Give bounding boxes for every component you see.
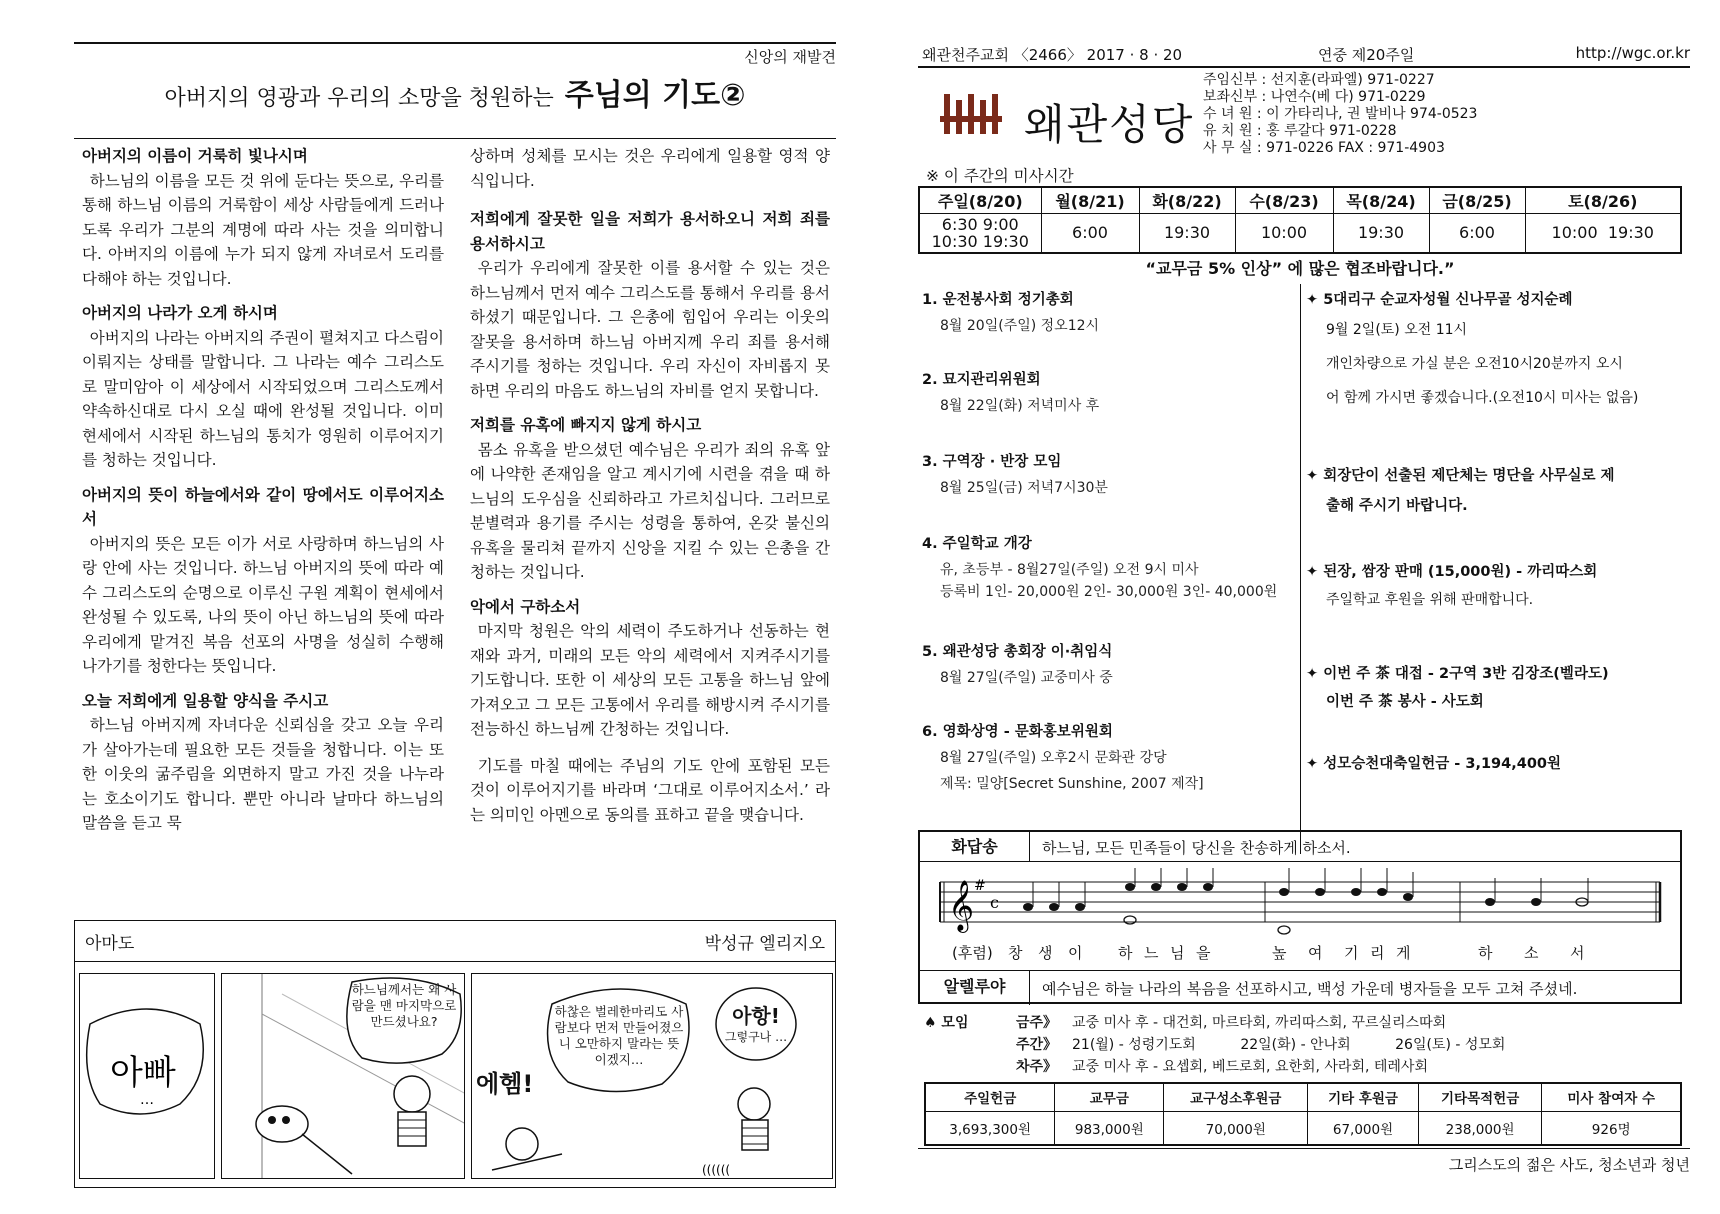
lyric-syllable: 생 — [1038, 944, 1053, 962]
alleluia-label: 알렐루야 — [920, 971, 1030, 1005]
comic-rule — [75, 961, 835, 962]
offering-header: 미사 참여자 수 — [1542, 1083, 1681, 1111]
mass-time: 6:00 — [1041, 213, 1139, 253]
speech-bubble-dad — [80, 974, 215, 1179]
notice-title: ✦ 이번 주 茶 대접 - 2구역 3반 김장조(벨라도) — [1306, 666, 1609, 682]
notice-detail: 9월 2일(토) 오전 11시 — [1326, 322, 1468, 338]
section-body: 마지막 청원은 악의 세력이 주도하거나 선동하는 현재와 과거, 미래의 모든 악의 세력에서 지켜주시기를 기도합니다. 또한 이 세상의 모든 고통을 하느님 앞에 가져오고 그 모든 고통에서 우리를 해방시켜 주시기를 전능하신 하느님께 간청하는 것입니다. — [470, 622, 830, 738]
section-heading: 아버지의 이름이 거룩히 빛나시며 — [82, 147, 308, 165]
church-logo-icon — [938, 88, 1010, 136]
notice-item — [922, 450, 1108, 499]
psalm-label: 화답송 — [920, 832, 1030, 862]
bubble-text-kid-question: 하느님께서는 왜 사람을 맨 마지막으로 만드셨나요? — [351, 982, 457, 1029]
website-url: http://wgc.or.kr — [1575, 44, 1690, 62]
alleluia-text: 예수님은 하늘 나라의 복음을 선포하시고, 백성 가운데 병자들을 모두 고쳐 주셨네. — [1042, 980, 1578, 998]
contact-line: 주임신부 : 선지훈(라파엘) 971-0227 — [1203, 72, 1435, 88]
footer-rule — [918, 1148, 1690, 1149]
comic-author: 박성규 엘리지오 — [704, 934, 825, 954]
comic-panel-2 — [221, 973, 465, 1179]
notice-detail: 유, 초등부 - 8월27일(주일) 오전 9시 미사 — [940, 562, 1199, 578]
article-subtitle: 아버지의 영광과 우리의 소망을 청원하는 — [164, 86, 554, 111]
notice-item — [1306, 560, 1684, 617]
offering-value: 238,000원 — [1418, 1111, 1542, 1145]
comic-title: 아마도 — [85, 934, 135, 954]
notice-detail: 출해 주시기 바랍니다. — [1326, 498, 1468, 514]
svg-text:c: c — [990, 893, 999, 912]
section-body: 몸소 유혹을 받으셨던 예수님은 우리가 죄의 유혹 앞에 나약한 존재임을 알고 계시기에 시련을 겪을 때 하느님의 도우심을 신뢰하라고 가르치십니다. 그러므로 분별력과 용기를 주시는 성령을 통하여, 온갖 불신의 유혹을 물리쳐 끝까지 신앙을 지킬 수 있는 은총을 간청하는 것입니다. — [470, 440, 830, 581]
comic-panel-1 — [79, 973, 215, 1179]
mass-schedule-label: ※ 이 주간의 미사시간 — [926, 167, 1074, 185]
issue-info: 왜관천주교회 〈2466〉 2017 · 8 · 20 — [922, 46, 1183, 64]
lyric-syllable: 이 — [1068, 944, 1083, 962]
lyric-syllable: 높 — [1272, 944, 1287, 962]
section-heading: 저희에게 잘못한 일을 저희가 용서하오니 저희 죄를 용서하시고 — [470, 210, 830, 253]
lyric-syllable: 리 — [1370, 944, 1385, 962]
notice-item — [922, 368, 1099, 417]
notice-detail: 8월 22일(화) 저녁미사 후 — [940, 398, 1100, 414]
notice-detail: 8월 20일(주일) 정오12시 — [940, 318, 1100, 334]
notice-item — [922, 532, 1277, 603]
lyric-syllable: 여 — [1308, 944, 1323, 962]
tithe-banner: “교무금 5% 인상” 에 많은 협조바랍니다.” — [1145, 259, 1455, 278]
notice-title: ✦ 된장, 쌈장 판매 (15,000원) - 까리따스회 — [1306, 564, 1598, 580]
closing-paragraph: 기도를 마칠 때에는 주님의 기도 안에 포함된 모든 것이 이루어지기를 바라며 ‘그대로 이루어지소서.’ 라는 의미인 아멘으로 동의를 표하고 끝을 맺습니다. — [470, 756, 830, 824]
offering-header-row — [925, 1083, 1681, 1111]
mass-time: 10:00 19:30 — [1525, 213, 1681, 253]
title-rule — [74, 138, 836, 139]
offering-value-row — [925, 1111, 1681, 1145]
section-body: 아버지의 뜻은 모든 이가 서로 사랑하며 하느님의 사랑 안에 사는 것입니다. 하느님 아버지의 뜻에 따라 예수 그리스도의 순명으로 이루신 구원 계획이 현세에서 완성될 수 있도록, 나의 뜻이 아닌 하느님의 뜻에 따라 우리에게 맡겨진 복음 선포의 사명을 성실히 수행해 나가기를 청한다는 뜻입니다. — [82, 534, 444, 675]
mass-day: 월(8/21) — [1041, 187, 1139, 213]
lyric-syllable: (후렴) — [952, 944, 993, 962]
meetings-label: ♠ 모임 — [924, 1015, 969, 1031]
notice-title: ✦ 성모승천대축일헌금 - 3,194,400원 — [1306, 756, 1562, 772]
notice-item — [1306, 464, 1684, 523]
contact-list — [1203, 72, 1477, 157]
notice-item — [1306, 288, 1684, 415]
lyric-syllable: 게 — [1396, 944, 1411, 962]
right-page — [918, 40, 1690, 1190]
offering-value: 67,000원 — [1308, 1111, 1419, 1145]
section-body: 하느님의 이름을 모든 것 위에 둔다는 뜻으로, 우리를 통해 하느님 이름의 거룩함이 세상 사람들에게 드러나도록 우리가 그분의 계명에 따라 사는 것을 의미합니다. 아버지의 이름에 누가 되지 않게 자녀로서 도리를 다해야 하는 것입니다. — [82, 171, 444, 288]
svg-text:𝄞: 𝄞 — [948, 880, 975, 931]
section-heading: 저희를 유혹에 빠지지 않게 하시고 — [470, 416, 702, 434]
psalm-text: 하느님, 모든 민족들이 당신을 찬송하게 하소서. — [1042, 839, 1351, 857]
notice-title: 4. 주일학교 개강 — [922, 536, 1032, 552]
offering-value: 3,693,300원 — [925, 1111, 1055, 1145]
notice-title: 1. 운전봉사회 정기총회 — [922, 292, 1074, 308]
meeting-what: 교중 미사 후 - 요셉회, 베드로회, 요한회, 사라회, 테레사회 — [1072, 1059, 1428, 1075]
comic-strip — [74, 920, 836, 1188]
mass-day: 금(8/25) — [1429, 187, 1525, 213]
notice-divider — [1300, 284, 1301, 854]
meeting-row — [924, 1034, 1684, 1056]
bubble-text-dad-answer: 하찮은 벌레한마리도 사람보다 먼저 만들어졌으니 오만하지 말라는 뜻이겠지… — [554, 1004, 684, 1067]
mass-time: 19:30 — [1333, 213, 1429, 253]
svg-text:#: # — [974, 878, 986, 894]
top-rule — [74, 42, 836, 44]
contact-line: 수 녀 원 : 이 가타리나, 권 발비나 974-0523 — [1203, 106, 1478, 122]
meeting-row — [924, 1056, 1684, 1078]
offering-value: 926명 — [1542, 1111, 1681, 1145]
mass-time: 6:00 — [1429, 213, 1525, 253]
series-label: 신앙의 재발견 — [744, 48, 836, 66]
lyric-syllable: 기 — [1344, 944, 1359, 962]
notice-title: 6. 영화상영 - 문화홍보위원회 — [922, 724, 1113, 740]
meeting-when: 금주》 — [1016, 1015, 1058, 1031]
mass-time: 19:30 — [1139, 213, 1235, 253]
notice-detail: 주일학교 후원을 위해 판매합니다. — [1326, 592, 1534, 608]
notice-detail: 이번 주 茶 봉사 - 사도회 — [1326, 694, 1484, 710]
bubble-text-i-see: 그렇구나 … — [724, 1030, 788, 1044]
mass-day: 목(8/24) — [1333, 187, 1429, 213]
church-name: 왜관성당 — [1024, 100, 1195, 149]
section-heading: 아버지의 뜻이 하늘에서와 같이 땅에서도 이루어지소서 — [82, 485, 444, 528]
meeting-when: 주간》 — [1016, 1037, 1058, 1053]
section-body: 우리가 우리에게 잘못한 이를 용서할 수 있는 것은 하느님께서 먼저 예수 그리스도를 통해서 우리를 용서하셨기 때문입니다. 그 은총에 힘입어 우리는 이웃의 잘못을 용서하며 하느님 아버지께 우리 죄를 용서해 주시기를 청하는 것입니다. 우리 자신이 자비롭지 못하면 우리의 마음도 하느님의 자비를 얻지 못합니다. — [470, 259, 830, 400]
liturgical-day: 연중 제20주일 — [1318, 46, 1415, 64]
meeting-what: 21(월) - 성령기도회 22일(화) - 안나회 26일(토) - 성모회 — [1072, 1037, 1506, 1053]
lyric-syllable: 을 — [1196, 944, 1211, 962]
lyric-syllable: 하 — [1478, 944, 1493, 962]
mass-time-row — [919, 213, 1681, 253]
contact-line: 유 치 원 : 홍 루갈다 971-0228 — [1203, 123, 1397, 139]
meeting-row — [924, 1012, 1684, 1034]
lyric-syllable: 느 — [1144, 944, 1159, 962]
offering-header: 기타 후원금 — [1308, 1083, 1419, 1111]
offering-value: 70,000원 — [1164, 1111, 1308, 1145]
masthead-rule — [918, 66, 1690, 68]
mass-day: 화(8/22) — [1139, 187, 1235, 213]
music-staff — [930, 868, 1670, 946]
notice-item — [1306, 662, 1684, 719]
notice-detail: 어 함께 가시면 좋겠습니다.(오전10시 미사는 없음) — [1326, 390, 1639, 406]
notice-detail: 등록비 1인- 20,000원 2인- 30,000원 3인- 40,000원 — [940, 584, 1278, 600]
lyric-syllable: 창 — [1008, 944, 1023, 962]
mass-time: 6:30 9:00 10:30 19:30 — [919, 213, 1041, 253]
contact-line: 보좌신부 : 나연수(베 다) 971-0229 — [1203, 89, 1426, 105]
offering-header: 기타목적헌금 — [1418, 1083, 1542, 1111]
notice-detail: 8월 27일(주일) 오후2시 문화관 강당 — [940, 750, 1167, 766]
offering-value: 983,000원 — [1055, 1111, 1164, 1145]
notice-detail: 제목: 밀양[Secret Sunshine, 2007 제작] — [940, 776, 1204, 792]
section-heading: 오늘 저희에게 일용할 양식을 주시고 — [82, 691, 329, 710]
notice-detail: 8월 25일(금) 저녁7시30분 — [940, 480, 1108, 496]
article-column-1 — [82, 144, 444, 836]
offering-header: 주일헌금 — [925, 1083, 1055, 1111]
section-heading: 아버지의 나라가 오게 하시며 — [82, 304, 278, 322]
article-column-2 — [470, 144, 830, 827]
notice-detail: 8월 27일(주일) 교중미사 중 — [940, 670, 1113, 686]
notice-item — [922, 288, 1099, 337]
lyric-syllable: 소 — [1524, 944, 1539, 962]
offering-table — [924, 1082, 1682, 1146]
svg-text:((((((: (((((( — [702, 1163, 731, 1177]
bubble-text-ahem: 에헴! — [476, 1070, 534, 1098]
notice-title: 3. 구역장 · 반장 모임 — [922, 454, 1062, 470]
notice-title: ✦ 회장단이 선출된 제단체는 명단을 사무실로 제 — [1306, 468, 1615, 484]
meeting-when: 차주》 — [1016, 1059, 1058, 1075]
bubble-text-aha: 아항! — [732, 1004, 780, 1028]
bubble-ellipsis: … — [140, 1092, 154, 1108]
left-page — [74, 40, 836, 1190]
bubble-text-dad: 아빠 — [110, 1053, 176, 1093]
psalm-row — [920, 832, 1680, 862]
article-title — [74, 70, 836, 114]
mass-day: 토(8/26) — [1525, 187, 1681, 213]
section-body: 하느님 아버지께 자녀다운 신뢰심을 갖고 오늘 우리가 살아가는데 필요한 모든 것들을 청합니다. 이는 또한 이웃의 굶주림을 외면하지 말고 가진 것을 나누라는 호소이기도 합니다. 뿐만 아니라 날마다 하느님의 말씀을 듣고 묵 — [82, 716, 444, 832]
contact-line: 사 무 실 : 971-0226 FAX : 971-4903 — [1203, 140, 1445, 156]
notice-title: 5. 왜관성당 총회장 이·취임식 — [922, 644, 1113, 660]
section-heading: 악에서 구하소서 — [470, 597, 581, 616]
notice-item — [922, 640, 1113, 689]
article-main-title: 주님의 기도② — [564, 78, 746, 113]
notice-detail: 개인차량으로 가실 분은 오전10시20분까지 오시 — [1326, 356, 1623, 372]
mass-day: 수(8/23) — [1235, 187, 1333, 213]
notice-title: ✦ 5대리구 순교자성월 신나무골 성지순례 — [1306, 292, 1573, 308]
offering-header: 교구성소후원금 — [1164, 1083, 1308, 1111]
mass-header-row — [919, 187, 1681, 213]
mass-time: 10:00 — [1235, 213, 1333, 253]
meeting-what: 교중 미사 후 - 대건회, 마르타회, 까리따스회, 꾸르실리스따회 — [1072, 1015, 1447, 1031]
lyric-syllable: 님 — [1170, 944, 1185, 962]
section-body: 상하며 성체를 모시는 것은 우리에게 일용할 영적 양식입니다. — [470, 147, 830, 190]
offering-header: 교무금 — [1055, 1083, 1164, 1111]
notice-item — [1306, 752, 1684, 773]
psalm-box — [918, 830, 1682, 1004]
lyric-syllable: 하 — [1118, 944, 1133, 962]
comic-panel-3 — [471, 973, 833, 1179]
section-body: 아버지의 나라는 아버지의 주권이 펼쳐지고 다스림이 이뤄지는 상태를 말합니다. 그 나라는 예수 그리스도로 말미암아 이 세상에서 시작되었으며 그리스도께서 약속하신대로 다시 오실 때에 완성될 것입니다. 이미 현세에서 시작된 하느님의 통치가 영원히 이루어지기를 청하는 것입니다. — [82, 328, 444, 469]
notice-title: 2. 묘지관리위원회 — [922, 372, 1041, 388]
alleluia-row — [920, 970, 1680, 1004]
lyric-syllable: 서 — [1570, 944, 1585, 962]
mass-schedule-table — [918, 186, 1682, 254]
notice-item — [922, 720, 1204, 795]
footer-motto: 그리스도의 젊은 사도, 청소년과 청년 — [1448, 1156, 1690, 1174]
mass-day: 주일(8/20) — [919, 187, 1041, 213]
